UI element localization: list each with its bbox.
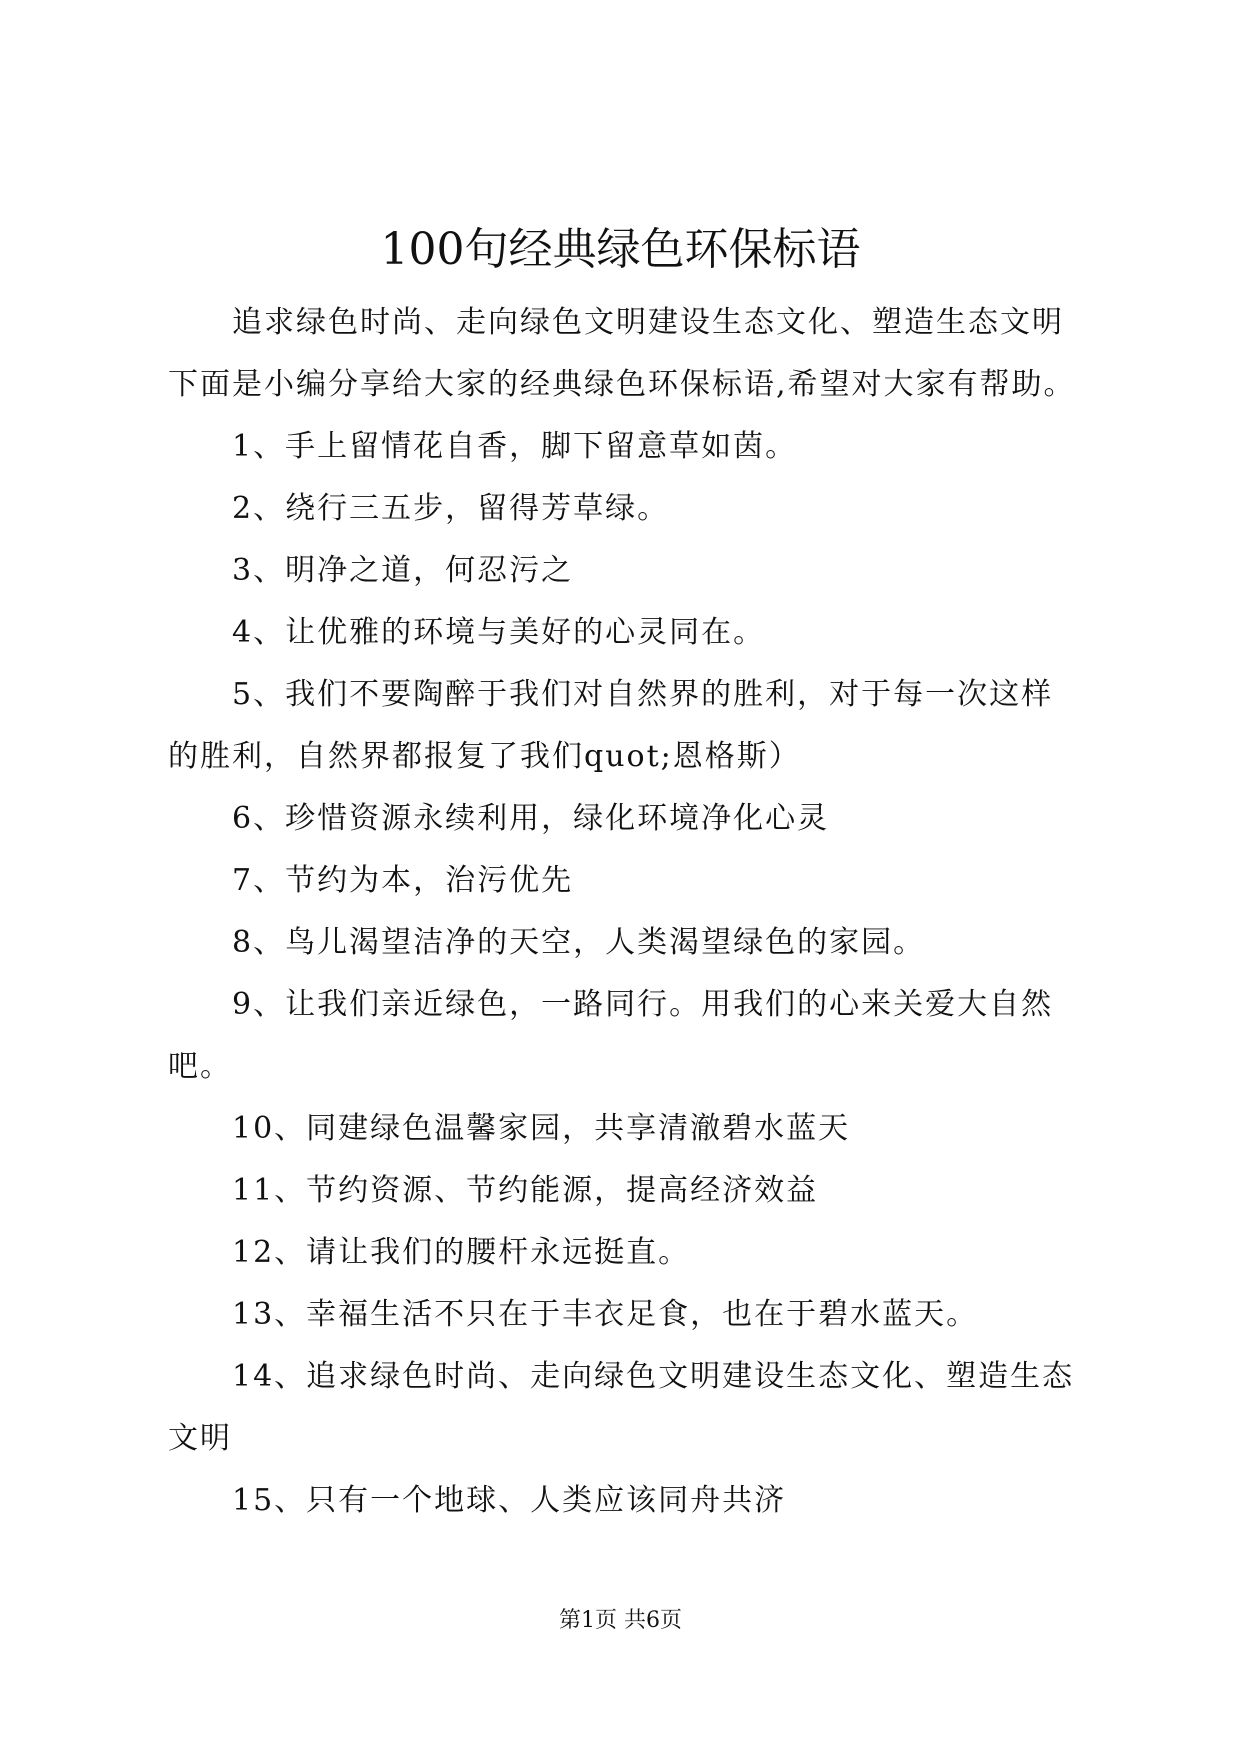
slogan-item: 7、节约为本，治污优先	[232, 863, 574, 898]
paragraph-intro: 追求绿色时尚、走向绿色文明建设生态文化、塑造生态文明下面是小编分享给大家的经典绿色环保标语,希望对大家有帮助。	[168, 305, 1076, 402]
slogan-item: 14、追求绿色时尚、走向绿色文明建设生态文化、塑造生态文明	[168, 1359, 1075, 1456]
slogan-item: 1、手上留情花自香，脚下留意草如茵。	[232, 429, 798, 464]
slogan-item: 9、让我们亲近绿色，一路同行。用我们的心来关爱大自然吧。	[168, 987, 1054, 1084]
page-footer	[0, 1606, 1241, 1636]
slogan-item: 2、绕行三五步，留得芳草绿。	[232, 491, 670, 526]
slogan-item: 8、鸟儿渴望洁净的天空，人类渴望绿色的家园。	[232, 925, 926, 960]
slogan-item: 12、请让我们的腰杆永远挺直。	[232, 1235, 691, 1270]
slogan-item: 15、只有一个地球、人类应该同舟共济	[232, 1483, 787, 1518]
page-number: 第1页 共6页	[559, 1608, 682, 1633]
slogan-item: 6、珍惜资源永续利用，绿化环境净化心灵	[232, 801, 830, 836]
slogan-item: 5、我们不要陶醉于我们对自然界的胜利，对于每一次这样的胜利，自然界都报复了我们quot;恩格斯）	[168, 677, 1054, 774]
slogan-item: 10、同建绿色温馨家园，共享清澈碧水蓝天	[232, 1111, 851, 1146]
slogan-item: 4、让优雅的环境与美好的心灵同在。	[232, 615, 766, 650]
document-title: 100句经典绿色环保标语	[380, 224, 861, 275]
slogan-item: 11、节约资源、节约能源，提高经济效益	[232, 1173, 819, 1208]
document-body	[168, 292, 1080, 1532]
slogan-item: 13、幸福生活不只在于丰衣足食，也在于碧水蓝天。	[232, 1297, 979, 1332]
slogan-item: 3、明净之道，何忍污之	[232, 553, 574, 588]
